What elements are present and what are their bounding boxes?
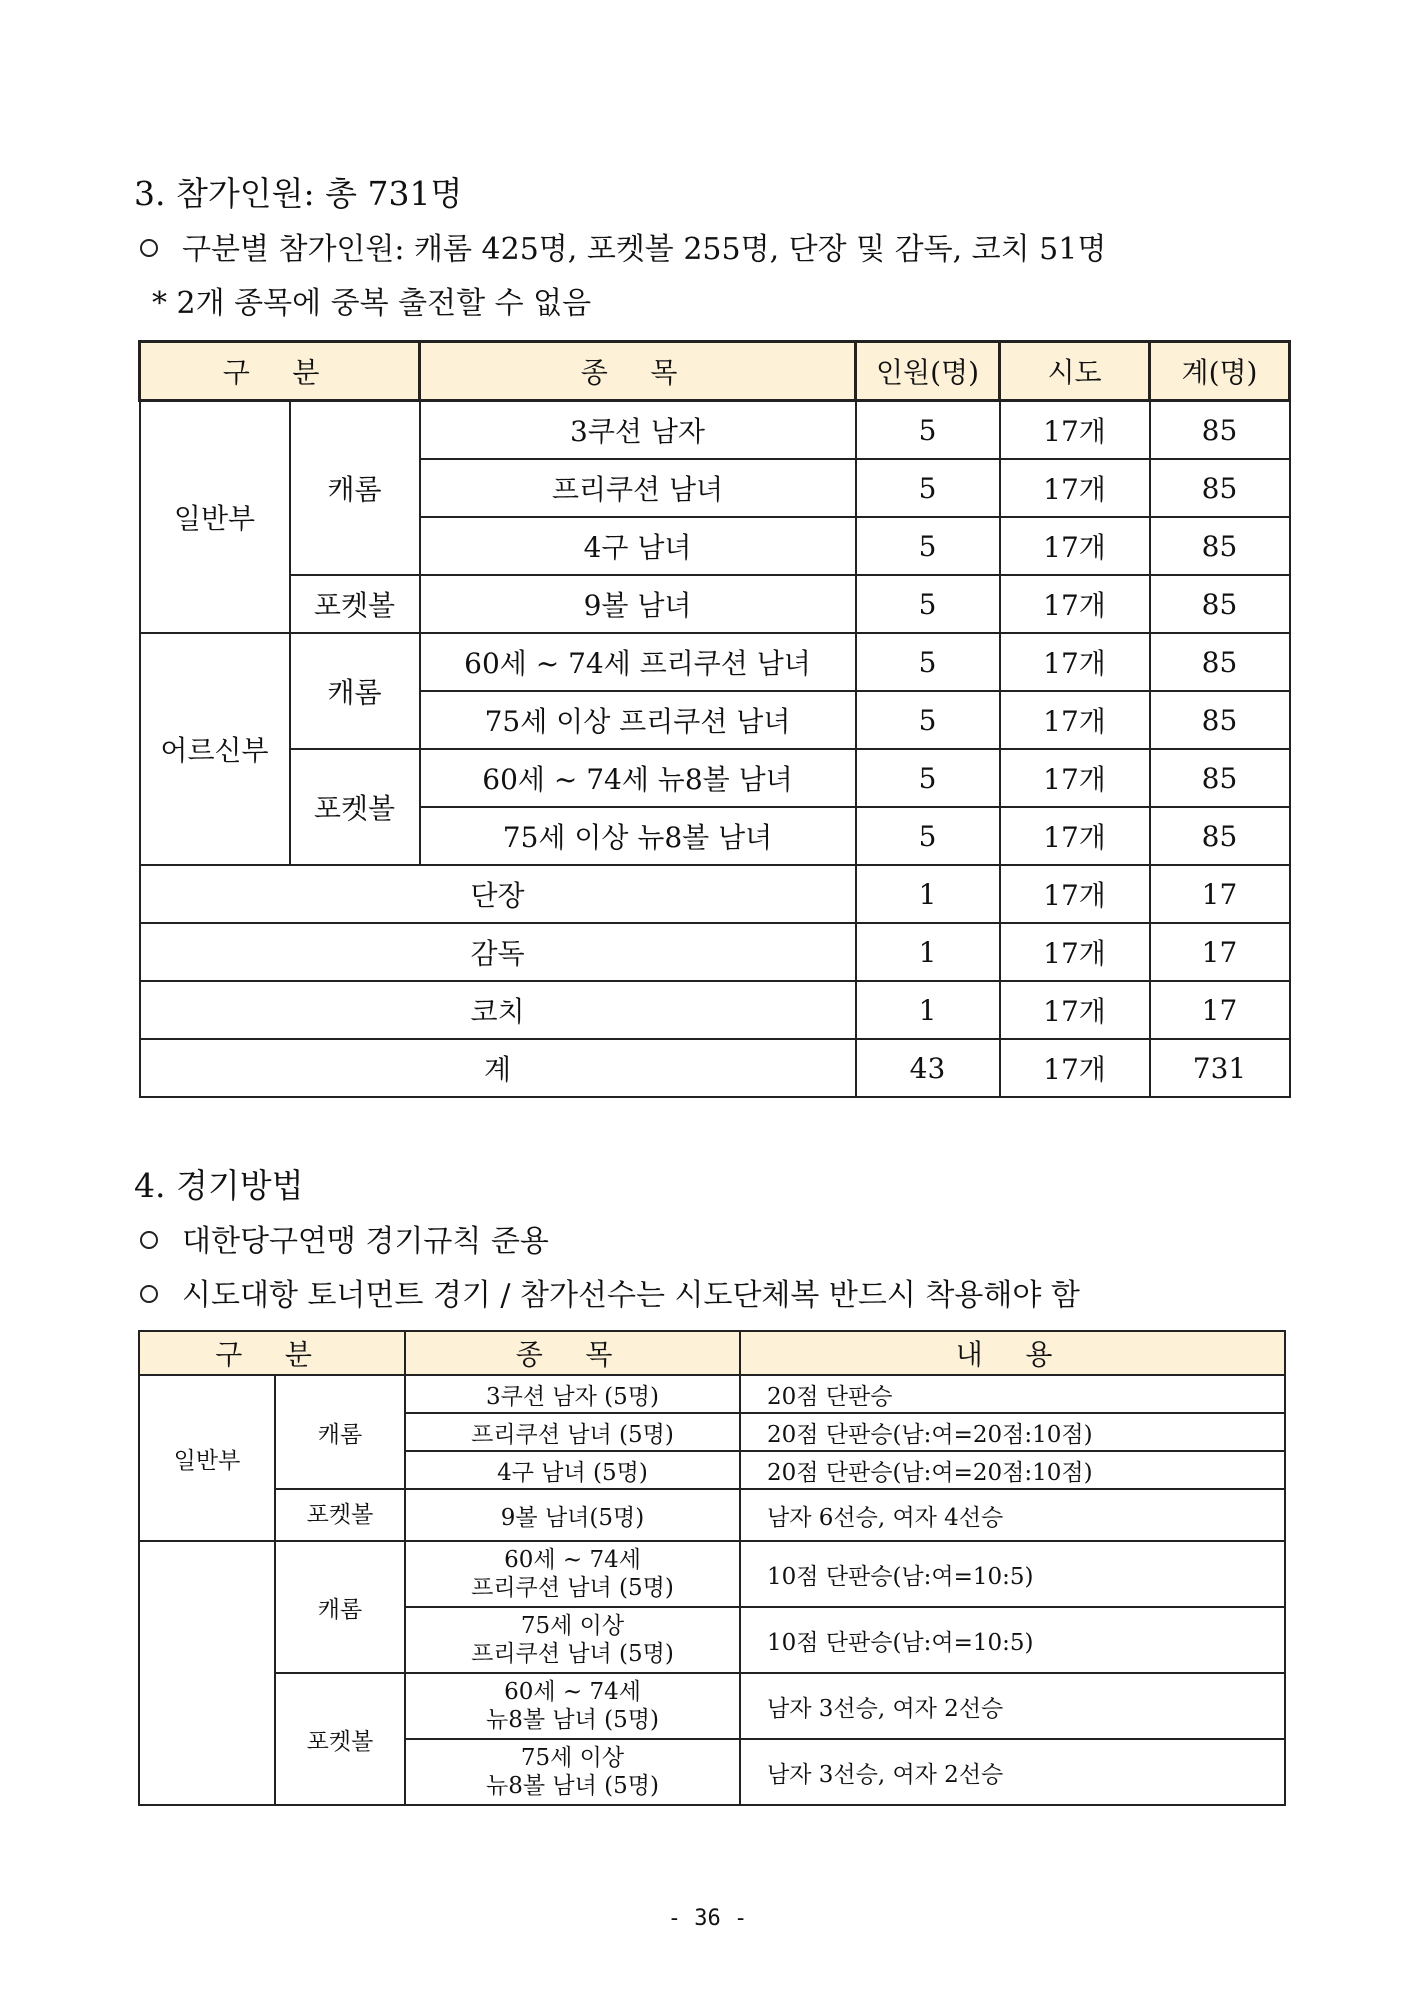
sub-cell: 캐롬 <box>275 1375 405 1489</box>
people-cell: 1 <box>856 981 1000 1039</box>
total-cell: 85 <box>1150 633 1290 691</box>
sido-cell: 17개 <box>1000 865 1150 923</box>
table-row <box>140 981 1290 1039</box>
circle-bullet-icon <box>140 1285 158 1303</box>
sido-cell: 17개 <box>1000 633 1150 691</box>
event-cell: 4구 남녀 <box>420 517 856 575</box>
circle-bullet-icon <box>140 1231 158 1249</box>
rule-cell: 남자 6선승, 여자 4선승 <box>740 1489 1285 1541</box>
group-cell: 일반부 <box>140 401 290 634</box>
total-cell: 85 <box>1150 401 1290 460</box>
people-cell: 1 <box>856 865 1000 923</box>
header-event: 종 목 <box>420 342 856 401</box>
sido-cell: 17개 <box>1000 749 1150 807</box>
header-category: 구 분 <box>140 342 420 401</box>
header-people: 인원(명) <box>856 342 1000 401</box>
circle-bullet-icon <box>140 239 158 257</box>
header-category: 구 분 <box>139 1331 405 1375</box>
total-cell: 85 <box>1150 691 1290 749</box>
sub-cell: 포켓볼 <box>290 749 420 865</box>
group-cell: 일반부 <box>139 1375 275 1541</box>
total-cell: 85 <box>1150 517 1290 575</box>
staff-cell: 감독 <box>140 923 856 981</box>
header-event: 종 목 <box>405 1331 740 1375</box>
sub-cell: 포켓볼 <box>290 575 420 633</box>
rule-cell: 20점 단판승(남:여=20점:10점) <box>740 1413 1285 1451</box>
sub-cell: 캐롬 <box>275 1541 405 1673</box>
sub-cell: 캐롬 <box>290 401 420 576</box>
event-cell: 75세 이상 뉴8볼 남녀 (5명) <box>405 1739 740 1805</box>
event-cell: 75세 이상 프리쿠션 남녀 <box>420 691 856 749</box>
rule-cell: 남자 3선승, 여자 2선승 <box>740 1673 1285 1739</box>
table-row <box>139 1673 1285 1739</box>
sido-cell: 17개 <box>1000 517 1150 575</box>
table-row <box>139 1489 1285 1541</box>
rule-cell: 10점 단판승(남:여=10:5) <box>740 1541 1285 1607</box>
sido-cell: 17개 <box>1000 1039 1150 1097</box>
total-cell: 17 <box>1150 981 1290 1039</box>
rule-cell: 10점 단판승(남:여=10:5) <box>740 1607 1285 1673</box>
game-method-table <box>138 1330 1286 1806</box>
rule-cell: 20점 단판승(남:여=20점:10점) <box>740 1451 1285 1489</box>
section-4-bullet-1: 대한당구연맹 경기규칙 준용 <box>140 1216 549 1260</box>
total-cell: 17 <box>1150 865 1290 923</box>
table-row <box>140 633 1290 691</box>
event-cell: 60세 ~ 74세 프리쿠션 남녀 <box>420 633 856 691</box>
sido-cell: 17개 <box>1000 691 1150 749</box>
event-cell: 9볼 남녀 <box>420 575 856 633</box>
event-cell: 3쿠션 남자 <box>420 401 856 460</box>
people-cell: 1 <box>856 923 1000 981</box>
sido-cell: 17개 <box>1000 807 1150 865</box>
event-cell: 9볼 남녀(5명) <box>405 1489 740 1541</box>
table-row <box>139 1541 1285 1607</box>
table-header-row <box>139 1331 1285 1375</box>
sum-label-cell: 계 <box>140 1039 856 1097</box>
total-cell: 731 <box>1150 1039 1290 1097</box>
rule-cell: 남자 3선승, 여자 2선승 <box>740 1739 1285 1805</box>
people-cell: 5 <box>856 517 1000 575</box>
sido-cell: 17개 <box>1000 401 1150 460</box>
sido-cell: 17개 <box>1000 459 1150 517</box>
people-cell: 5 <box>856 749 1000 807</box>
sub-cell: 포켓볼 <box>275 1673 405 1805</box>
rule-cell: 20점 단판승 <box>740 1375 1285 1413</box>
sub-cell: 포켓볼 <box>275 1489 405 1541</box>
page-number: - 36 - <box>667 1906 748 1931</box>
total-cell: 85 <box>1150 575 1290 633</box>
header-total: 계(명) <box>1150 342 1290 401</box>
event-cell: 75세 이상 프리쿠션 남녀 (5명) <box>405 1607 740 1673</box>
sido-cell: 17개 <box>1000 923 1150 981</box>
table-row <box>140 575 1290 633</box>
event-cell: 3쿠션 남자 (5명) <box>405 1375 740 1413</box>
table-total-row <box>140 1039 1290 1097</box>
total-cell: 85 <box>1150 459 1290 517</box>
people-cell: 5 <box>856 459 1000 517</box>
people-cell: 5 <box>856 807 1000 865</box>
section-4-bullet-2: 시도대항 토너먼트 경기 / 참가선수는 시도단체복 반드시 착용해야 함 <box>140 1270 1080 1314</box>
table-row <box>139 1375 1285 1413</box>
event-cell: 프리쿠션 남녀 (5명) <box>405 1413 740 1451</box>
people-cell: 5 <box>856 575 1000 633</box>
group-cell: 어르신부 <box>140 633 290 865</box>
total-cell: 17 <box>1150 923 1290 981</box>
staff-cell: 단장 <box>140 865 856 923</box>
people-cell: 5 <box>856 633 1000 691</box>
section-3-title: 3. 참가인원: 총 731명 <box>134 174 463 213</box>
total-cell: 85 <box>1150 749 1290 807</box>
group-cell <box>139 1541 275 1805</box>
sido-cell: 17개 <box>1000 575 1150 633</box>
table-header-row <box>140 342 1290 401</box>
section-3-note: * 2개 종목에 중복 출전할 수 없음 <box>152 286 592 321</box>
header-content: 내 용 <box>740 1331 1285 1375</box>
event-cell: 60세 ~ 74세 뉴8볼 남녀 <box>420 749 856 807</box>
sido-cell: 17개 <box>1000 981 1150 1039</box>
staff-cell: 코치 <box>140 981 856 1039</box>
event-cell: 60세 ~ 74세 뉴8볼 남녀 (5명) <box>405 1673 740 1739</box>
people-cell: 5 <box>856 401 1000 460</box>
header-sido: 시도 <box>1000 342 1150 401</box>
table-row <box>140 749 1290 807</box>
participants-table <box>138 340 1291 1098</box>
table-row <box>140 401 1290 460</box>
section-4-title: 4. 경기방법 <box>134 1166 304 1205</box>
people-cell: 43 <box>856 1039 1000 1097</box>
people-cell: 5 <box>856 691 1000 749</box>
table-row <box>140 865 1290 923</box>
event-cell: 4구 남녀 (5명) <box>405 1451 740 1489</box>
event-cell: 60세 ~ 74세 프리쿠션 남녀 (5명) <box>405 1541 740 1607</box>
event-cell: 75세 이상 뉴8볼 남녀 <box>420 807 856 865</box>
total-cell: 85 <box>1150 807 1290 865</box>
sub-cell: 캐롬 <box>290 633 420 749</box>
event-cell: 프리쿠션 남녀 <box>420 459 856 517</box>
table-row <box>140 923 1290 981</box>
section-3-bullet-1: 구분별 참가인원: 캐롬 425명, 포켓볼 255명, 단장 및 감독, 코치 51명 <box>140 224 1106 268</box>
